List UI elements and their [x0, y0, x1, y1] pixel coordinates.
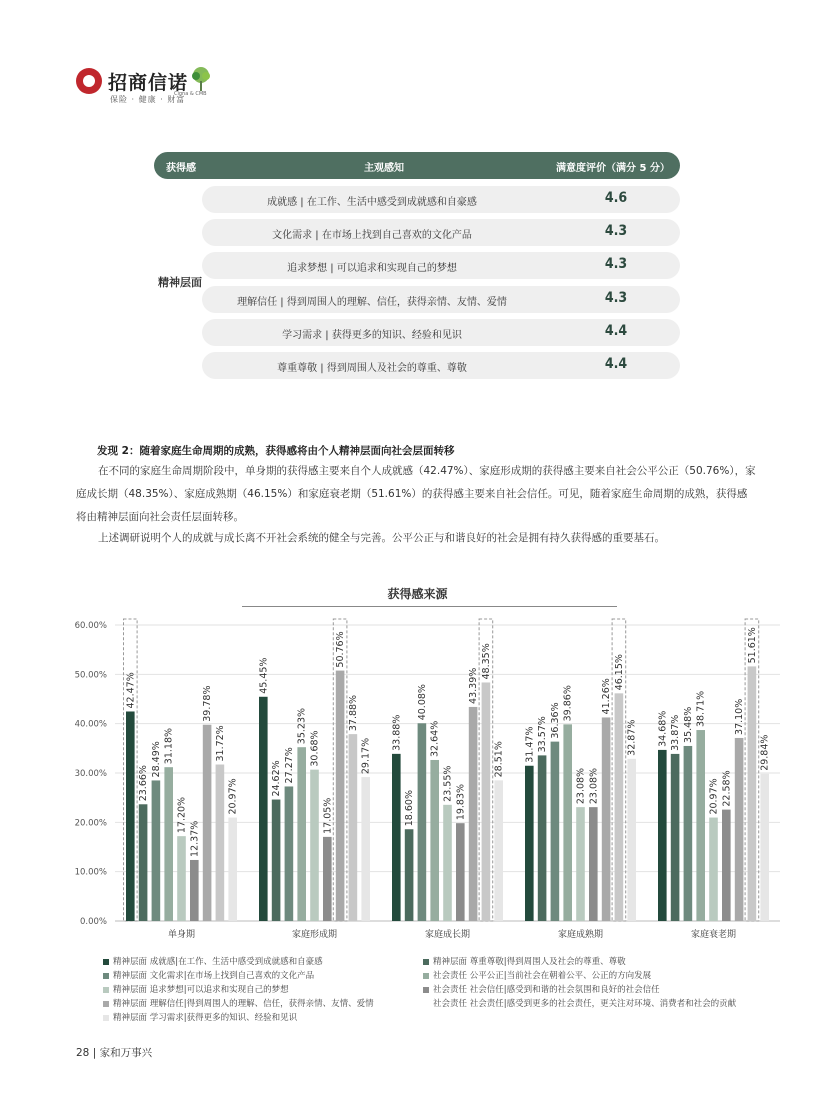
legend-label: 精神层面 尊重尊敬|得到周围人及社会的尊重、尊敬	[433, 957, 626, 967]
bar	[684, 746, 693, 921]
bar	[164, 767, 173, 921]
row-text: 追求梦想 | 可以追求和实现自己的梦想	[287, 263, 457, 274]
legend-swatch	[423, 1001, 429, 1007]
bar	[482, 682, 491, 921]
y-tick-label: 50.00%	[74, 670, 107, 681]
bar	[589, 807, 598, 921]
data-label: 35.48%	[682, 706, 694, 743]
data-label: 46.15%	[613, 654, 625, 691]
finding-title: 发现 2：随着家庭生命周期的成熟，获得感将由个人精神层面向社会层面转移	[97, 445, 455, 457]
x-tick-label: 家庭形成期	[291, 930, 338, 940]
bar	[696, 730, 705, 921]
row-score: 4.3	[604, 223, 628, 239]
y-tick-label: 30.00%	[74, 769, 107, 779]
data-label: 37.88%	[347, 694, 359, 732]
row-score: 4.6	[604, 190, 628, 206]
cmb-logo-icon	[76, 68, 102, 94]
data-label: 39.78%	[202, 685, 214, 722]
legend-item	[103, 983, 374, 997]
bar	[456, 823, 465, 921]
x-tick-label: 家庭成长期	[424, 930, 471, 940]
data-label: 20.97%	[227, 778, 239, 815]
legend-label: 精神层面 学习需求|获得更多的知识、经验和见识	[113, 1013, 298, 1023]
legend-swatch	[103, 1001, 109, 1007]
legend-label: 精神层面 追求梦想|可以追求和实现自己的梦想	[113, 985, 289, 995]
data-label: 17.20%	[176, 796, 188, 834]
data-label: 45.45%	[258, 657, 270, 694]
bar	[152, 780, 161, 921]
bar	[525, 766, 534, 921]
data-label: 22.58%	[721, 770, 733, 807]
data-label: 23.66%	[138, 765, 150, 802]
bar	[443, 805, 452, 921]
legend-item	[423, 997, 736, 1011]
legend-swatch	[423, 973, 429, 979]
bar	[469, 707, 478, 921]
data-label: 38.71%	[695, 690, 707, 728]
bar	[177, 836, 186, 921]
header-col-2: 主观感知	[364, 163, 404, 174]
group-label: 精神层面	[158, 276, 202, 289]
y-tick-label: 10.00%	[74, 867, 107, 878]
bar	[722, 810, 731, 921]
row-text: 成就感 | 在工作、生活中感受到成就感和自豪感	[267, 197, 477, 208]
x-tick-label: 家庭成熟期	[557, 930, 604, 940]
bar	[709, 818, 718, 921]
chart-title: 获得感来源	[387, 587, 448, 601]
paragraph: 上述调研说明个人的成就与成长离不开社会系统的健全与完善。公平公正与和谐良好的社会是拥有持久获得感的重要基石。	[98, 532, 665, 544]
bar	[615, 693, 624, 921]
data-label: 51.61%	[746, 627, 758, 664]
tree-icon	[190, 66, 212, 92]
bar	[494, 780, 503, 921]
data-label: 30.68%	[309, 730, 321, 767]
data-label: 32.87%	[626, 719, 638, 756]
x-tick-label: 家庭衰老期	[690, 930, 737, 940]
bar	[361, 777, 370, 921]
table-row	[202, 319, 680, 346]
legend-swatch	[103, 1015, 109, 1021]
bar	[418, 723, 427, 921]
data-label: 31.72%	[214, 725, 226, 762]
data-label: 23.08%	[588, 767, 600, 805]
data-label: 33.87%	[670, 714, 682, 751]
data-label: 29.17%	[360, 737, 372, 775]
table-row	[202, 219, 680, 246]
table-row	[202, 286, 680, 313]
bar	[126, 711, 135, 921]
bar	[392, 754, 401, 921]
bar	[538, 755, 547, 921]
data-label: 12.37%	[189, 820, 201, 857]
legend-label: 精神层面 成就感|在工作、生活中感受到成就感和自豪感	[113, 957, 323, 967]
chart-title-rule	[242, 606, 617, 607]
chart-legend-right	[423, 955, 736, 1011]
logo-name: 招商信诺	[108, 72, 189, 94]
data-label: 17.05%	[322, 797, 334, 834]
legend-item	[103, 955, 374, 969]
bar	[627, 759, 636, 921]
data-label: 28.51%	[493, 741, 505, 778]
row-text: 理解信任 | 得到周围人的理解、信任，获得亲情、友情、爱情	[237, 297, 507, 308]
logo-english: Cigna & CMB	[174, 91, 207, 97]
bar	[336, 671, 345, 921]
bar	[349, 734, 358, 921]
bar	[760, 774, 769, 921]
data-label: 42.47%	[125, 672, 137, 709]
y-tick-label: 40.00%	[74, 719, 107, 730]
bar-chart	[0, 610, 835, 940]
legend-label: 社会责任 社会信任|感受到和谐的社会氛围和良好的社会信任	[433, 985, 660, 995]
legend-swatch	[103, 959, 109, 965]
bar	[405, 829, 414, 921]
row-score: 4.3	[604, 290, 628, 306]
data-label: 39.86%	[562, 685, 574, 722]
legend-item	[103, 1011, 374, 1025]
bar	[272, 800, 281, 921]
data-label: 23.08%	[575, 767, 587, 805]
data-label: 31.18%	[163, 727, 175, 765]
data-label: 37.10%	[734, 698, 746, 735]
bar	[735, 738, 744, 921]
bar	[430, 760, 439, 921]
row-text: 学习需求 | 获得更多的知识、经验和见识	[282, 330, 462, 341]
brand-logo	[76, 66, 226, 106]
logo-tagline: 保险 · 健康 · 财富	[110, 95, 186, 104]
bar	[228, 818, 237, 921]
legend-item	[423, 955, 736, 969]
data-label: 29.84%	[759, 734, 771, 771]
chart-legend-left	[103, 955, 374, 1025]
table-header	[154, 152, 680, 179]
data-label: 24.62%	[271, 760, 283, 797]
bar	[310, 770, 319, 921]
data-label: 23.55%	[442, 765, 454, 802]
bar	[285, 786, 294, 921]
data-label: 36.36%	[549, 702, 561, 739]
bar	[602, 717, 611, 921]
row-score: 4.3	[604, 256, 628, 272]
row-text: 文化需求 | 在市场上找到自己喜欢的文化产品	[272, 230, 472, 241]
legend-label: 社会责任 公平公正|当前社会在朝着公平、公正的方向发展	[433, 971, 652, 981]
legend-label: 社会责任 社会责任|感受到更多的社会责任，更关注对环境、消费者和社会的贡献	[433, 999, 737, 1009]
row-text: 尊重尊敬 | 得到周围人及社会的尊重、尊敬	[277, 363, 467, 374]
data-label: 18.60%	[404, 790, 416, 827]
data-label: 31.47%	[524, 726, 536, 763]
legend-swatch	[103, 973, 109, 979]
table-row	[202, 252, 680, 279]
table-row	[202, 352, 680, 379]
bar	[259, 697, 268, 921]
legend-item	[423, 969, 736, 983]
data-label: 32.64%	[429, 720, 441, 757]
data-label: 43.39%	[468, 667, 480, 704]
row-score: 4.4	[604, 356, 628, 372]
data-label: 48.35%	[480, 643, 492, 680]
x-tick-label: 单身期	[167, 930, 196, 940]
legend-swatch	[423, 987, 429, 993]
bar	[139, 804, 148, 921]
data-label: 28.49%	[150, 741, 162, 778]
legend-swatch	[103, 987, 109, 993]
bar	[190, 860, 199, 921]
bar	[748, 666, 757, 921]
bar	[551, 742, 560, 921]
page-footer: 28 | 家和万事兴	[76, 1047, 153, 1059]
bar	[671, 754, 680, 921]
bar	[297, 747, 306, 921]
legend-item	[103, 997, 374, 1011]
data-label: 40.08%	[416, 684, 428, 721]
data-label: 41.26%	[601, 678, 613, 715]
data-label: 20.97%	[708, 778, 720, 815]
legend-item	[103, 969, 374, 983]
data-label: 34.68%	[657, 710, 669, 747]
data-label: 33.57%	[537, 716, 549, 753]
row-score: 4.4	[604, 323, 628, 339]
bar	[563, 724, 572, 921]
legend-swatch	[423, 959, 429, 965]
data-label: 27.27%	[283, 747, 295, 784]
table-row	[202, 186, 680, 213]
y-tick-label: 0.00%	[79, 917, 107, 927]
data-label: 35.23%	[296, 707, 308, 745]
bar	[576, 807, 585, 921]
paragraph: 在不同的家庭生命周期阶段中，单身期的获得感主要来自个人成就感（42.47%）、家庭形成期的获得感主要来自社会公平公正（50.76%），家庭成长期（48.35%）、家庭成熟期（46.15%）和家庭衰老期（51.61%）的获得感主要来自社会信任。可见，随着家庭生命周期的成熟，获得感将由精神层面向社会责任层面转移。	[76, 465, 756, 523]
data-label: 19.83%	[455, 783, 467, 821]
bar	[203, 725, 212, 921]
bar	[323, 837, 332, 921]
y-tick-label: 60.00%	[74, 621, 107, 631]
header-col-3: 满意度评价（满分 5 分）	[556, 163, 670, 174]
legend-label: 精神层面 文化需求|在市场上找到自己喜欢的文化产品	[113, 971, 315, 981]
bar	[216, 765, 225, 921]
y-tick-label: 20.00%	[74, 818, 107, 829]
data-label: 33.88%	[391, 714, 403, 751]
legend-item	[423, 983, 736, 997]
header-col-1: 获得感	[166, 163, 196, 174]
legend-label: 精神层面 理解信任|得到周围人的理解、信任，获得亲情、友情、爱情	[113, 999, 374, 1009]
data-label: 50.76%	[335, 631, 347, 668]
bar	[658, 750, 667, 921]
